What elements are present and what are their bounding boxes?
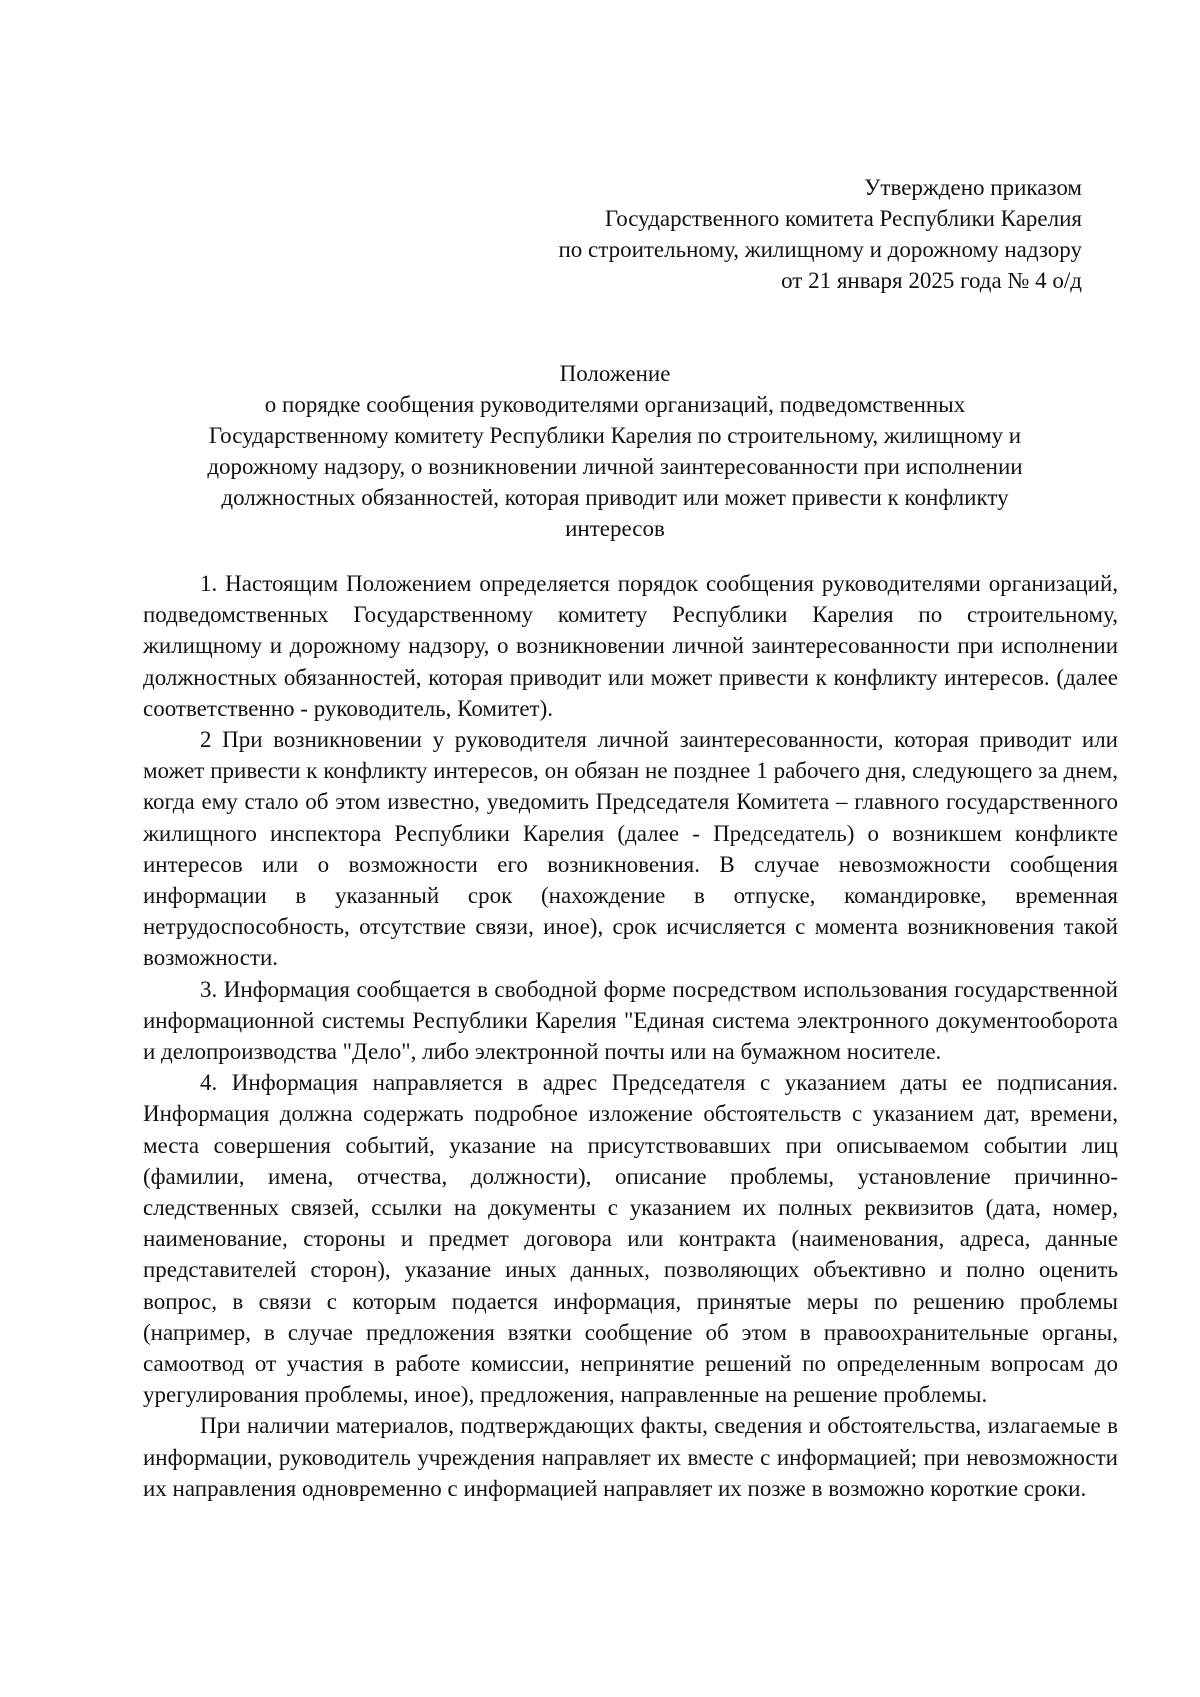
paragraph-4: 4. Информация направляется в адрес Председателя с указанием даты ее подписания. Информация должна содержать подробное изложение обстоятельств с указанием дат, времени, места совершения событий, указание на присутствовавших при описываемом событии лиц (фамилии, имена, отчества, должности), описание проблемы, установление причинно-следственных связей, ссылки на документы с указанием их полных реквизитов (дата, номер, наименование, стороны и предмет договора или контракта (наименования, адреса, данные представителей сторон), указание иных данных, позволяющих объективно и полно оценить вопрос, в связи с которым подается информация, принятые меры по решению проблемы (например, в случае предложения взятки сообщение об этом в правоохранительные органы, самоотвод от участия в работе комиссии, непринятие решений по определенным вопросам до урегулирования проблемы, иное), предложения, направленные на решение проблемы. [143, 1070, 1118, 1408]
title-line: Государственному комитету Республики Карелия по строительному, жилищному и [208, 423, 1022, 448]
document-body [143, 568, 1118, 1504]
title-line: интересов [565, 516, 665, 541]
approval-line: по строительному, жилищному и дорожному надзору [558, 237, 1082, 262]
approval-line: Утверждено приказом [864, 175, 1082, 200]
paragraph-2: 2 При возникновении у руководителя личной заинтересованности, которая приводит или может привести к конфликту интересов, он обязан не позднее 1 рабочего дня, следующего за днем, когда ему стало об этом известно, уведомить Председателя Комитета – главного государственного жилищного инспектора Республики Карелия (далее - Председатель) о возникшем конфликте интересов или о возможности его возникновения. В случае невозможности сообщения информации в указанный срок (нахождение в отпуске, командировке, временная нетрудоспособность, отсутствие связи, иное), срок исчисляется с момента возникновения такой возможности. [143, 727, 1118, 971]
title-heading: Положение [559, 361, 671, 386]
paragraph-5: При наличии материалов, подтверждающих факты, сведения и обстоятельства, излагаемые в информации, руководитель учреждения направляет их вместе с информацией; при невозможности их направления одновременно с информацией направляет их позже в возможно короткие сроки. [143, 1413, 1118, 1501]
document-title [140, 358, 1090, 544]
paragraph-3: 3. Информация сообщается в свободной форме посредством использования государственной информационной системы Республики Карелия "Единая система электронного документооборота и делопроизводства "Дело", либо электронной почты или на бумажном носителе. [143, 976, 1118, 1065]
title-line: дорожному надзору, о возникновении личной заинтересованности при исполнении [207, 454, 1023, 479]
title-line: должностных обязанностей, которая приводит или может привести к конфликту [221, 485, 1009, 510]
approval-line: Государственного комитета Республики Карелия [604, 206, 1082, 231]
paragraph-1: 1. Настоящим Положением определяется порядок сообщения руководителями организаций, подведомственных Государственному комитету Республики Карелия по строительному, жилищному и дорожному надзору, о возникновении личной заинтересованности при исполнении должностных обязанностей, которая приводит или может привести к конфликту интересов. (далее соответственно - руководитель, Комитет). [143, 571, 1118, 721]
approval-line: от 21 января 2025 года № 4 о/д [781, 268, 1082, 293]
approval-stamp [558, 172, 1082, 296]
title-line: о порядке сообщения руководителями организаций, подведомственных [264, 392, 966, 417]
